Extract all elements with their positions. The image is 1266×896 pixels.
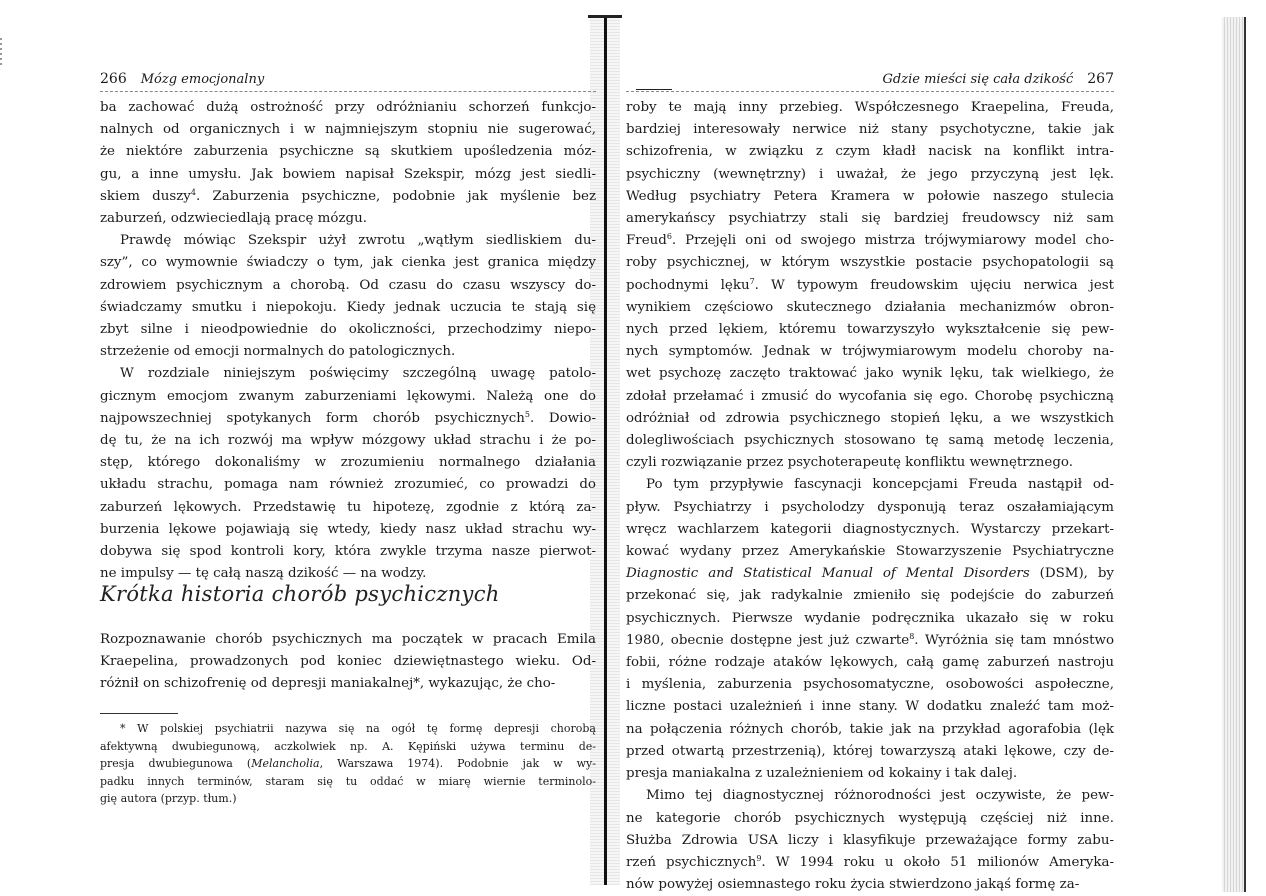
text-line: nych przed lękiem, któremu towarzyszyło wykształcenie się pew- [626, 322, 1114, 338]
text-line: pochodnymi lęku$^7$. W typowym freudowskim ujęciu nerwica jest [626, 276, 1114, 293]
text-line: odróżniał od zdrowia psychicznego stopień lęku, a we wszystkich [626, 410, 1114, 426]
book-title-italic: Melancholia [251, 757, 320, 771]
section-body-text [100, 629, 596, 696]
text-line: wynikiem częściowo skutecznego działania mechanizmów obron- [626, 299, 1114, 315]
right-page [626, 0, 1114, 893]
text-line: zdołał przełamać i zmusić do wycofania się ego. Chorobę psychiczną [626, 388, 1114, 404]
text-line: wet psychozę zaczęto traktować jako wynik lęku, tak wielkiego, że [626, 366, 1114, 382]
text-line: strzeżenie od emocji normalnych do patologicznych. [100, 344, 456, 360]
book-title-italic: Diagnostic and Statistical Manual of Mental Disorders [626, 566, 1030, 582]
text-line: roby psychicznej, w którym wszystkie postacie psychopatologii są [626, 255, 1114, 271]
text-line: W rozdziale niniejszym poświęcimy szczególną uwagę patolo- [120, 366, 596, 382]
footnote-reference: 4 [190, 187, 196, 197]
text-line: schizofrenia, w związku z czym kładł nacisk na konflikt intra- [626, 144, 1114, 160]
body-text [100, 97, 596, 585]
text-line: zbyt silne i nieodpowiednie do okoliczności, przechodzimy niepo- [100, 322, 596, 338]
text-line: 1980, obecnie dostępne jest już czwarte$^8$. Wyróżnia się tam mnóstwo [626, 631, 1115, 648]
text-line: pływ. Psychiatrzy i psycholodzy dysponują teraz oszałamiającym [626, 499, 1114, 515]
footnote-reference: 6 [666, 232, 672, 242]
text-line: skiem duszy$^4$. Zaburzenia psychiczne, podobnie jak myślenie bez [100, 187, 597, 204]
page-number: 267 [1087, 71, 1114, 87]
scan-edge-left [0, 35, 2, 65]
text-line: szy”, co wymownie świadczy o tym, jak cienka jest granica między [100, 255, 596, 271]
text-line: różnił on schizofrenię od depresji maniakalnej*, wykazując, że cho- [100, 676, 556, 692]
footnote-reference: 5 [524, 409, 530, 419]
footnote-reference: 9 [756, 853, 762, 863]
text-line: dolegliwościach psychicznych stosowano tę samą metodę leczenia, [626, 433, 1114, 449]
text-line: roby te mają inny przebieg. Współczesnego Kraepelina, Freuda, [626, 100, 1114, 115]
text-line: amerykańscy psychiatrzy stali się bardziej freudowscy niż sam [626, 211, 1114, 227]
scan-edge-right [1222, 17, 1244, 892]
header-rule-accent [636, 89, 672, 90]
text-line: że niektóre zaburzenia psychiczne są skutkiem upośledzenia móz- [100, 144, 596, 160]
header-rule [100, 91, 596, 92]
text-line: gu, a inne umysłu. Jak bowiem napisał Szekspir, mózg jest siedli- [100, 166, 596, 182]
text-line: wręcz wachlarzem kategorii diagnostycznych. Wystarczy przekart- [626, 521, 1114, 537]
text-line: kować wydany przez Amerykańskie Stowarzyszenie Psychiatryczne [626, 544, 1114, 560]
footnote-reference: 7 [749, 276, 755, 286]
left-page [100, 0, 596, 893]
text-line: czyli rozwiązanie przez psychoterapeutę konfliktu wewnętrznego. [626, 455, 1073, 471]
running-header-left [100, 70, 596, 88]
text-line: na połączenia różnych chorób, takie jak na przykład agorafobia (lęk [626, 721, 1114, 737]
text-line: nalnych od organicznych i w najmniejszym stopniu nie sugerować, [100, 122, 596, 138]
text-line: i myślenia, zaburzenia psychosomatyczne, osobowości aspołeczne, [626, 677, 1114, 693]
text-line: gicznym emocjom zwanym zaburzeniami lękowymi. Należą one do [100, 388, 596, 404]
section-heading: Krótka historia chorób psychicznych [100, 582, 500, 606]
footnote-line: presja dwubiegunowa (Melancholia, Warszawa 1974). Podobnie jak w wy- [100, 757, 596, 771]
text-line: Mimo tej diagnostycznej różnorodności jest oczywiste, że pew- [646, 788, 1114, 804]
text-line: rzeń psychicznych$^9$. W 1994 roku u około 51 milionów Ameryka- [626, 853, 1114, 870]
text-line: Diagnostic and Statistical Manual of Mental Disorders (DSM), by [626, 566, 1114, 582]
text-line: Rozpoznawanie chorób psychicznych ma początek w pracach Emila [100, 632, 596, 647]
text-line: zdrowiem psychicznym a chorobą. Od czasu do czasu wszyscy do- [100, 277, 596, 293]
text-line: bardziej interesowały nerwice niż stany psychotyczne, takie jak [626, 122, 1114, 138]
text-line: dobywa się spod kontroli kory, która zwykle trzyma nasze pierwot- [100, 544, 596, 560]
text-line: nych symptomów. Jednak w trójwymiarowym modelu choroby na- [626, 344, 1114, 360]
text-line: Służba Zdrowia USA liczy i klasyfikuje przeważające formy zabu- [626, 832, 1114, 848]
footnote-line: * W polskiej psychiatrii nazywa się na ogół tę formę depresji chorobą [120, 722, 596, 735]
text-line: burzenia lękowe pojawiają się wtedy, kiedy nasz układ strachu wy- [100, 521, 596, 537]
scan-edge-right-line [1244, 17, 1246, 892]
running-title: Mózg emocjonalny [140, 72, 265, 87]
text-line: zaburzeń, odzwieciedlają pracę mózgu. [100, 211, 367, 227]
text-line: psychicznych. Pierwsze wydanie podręcznika ukazało się w roku [626, 610, 1114, 626]
book-spine-line [604, 15, 607, 885]
text-line: przed otwartą przestrzenią), której towarzyszą ataki lękowe, czy de- [626, 743, 1114, 759]
text-line: dę tu, że na ich rozwój ma wpływ mózgowy układ strachu i że po- [100, 433, 596, 449]
body-text [626, 97, 1114, 896]
footnote-rule [100, 713, 178, 714]
text-line: nów powyżej osiemnastego roku życia stwierdzono jakąś formę za- [626, 877, 1080, 893]
text-line: liczne postaci uzależnień i inne stany. W dodatku znaleźć tam moż- [626, 699, 1114, 715]
footnote-line: gię autora (przyp. tłum.) [100, 792, 237, 806]
text-line: ne impulsy — tę całą naszą dzikość — na wodzy. [100, 566, 427, 582]
footnote-line: padku innych terminów, staram się tu oddać w miarę wiernie terminolo- [100, 774, 596, 788]
text-line: ba zachować dużą ostrożność przy odróżnianiu schorzeń funkcjo- [100, 100, 596, 115]
text-line: zaburzeń lękowych. Przedstawię tu hipotezę, zgodnie z którą za- [100, 499, 596, 515]
text-line: Prawdę mówiąc Szekspir użył zwrotu „wątłym siedliskiem du- [120, 233, 596, 249]
text-line: świadczamy smutku i niepokoju. Kiedy jednak uczucia te stają się [100, 299, 596, 315]
running-title: Gdzie mieści się cała dzikość [882, 72, 1074, 87]
page-number: 266 [100, 71, 127, 87]
text-line: psychiczny (wewnętrzny) i uważał, że jego przyczyną jest lęk. [626, 166, 1114, 182]
footnote [100, 720, 596, 808]
text-line: Freud$^6$. Przejęli oni od swojego mistrza trójwymiarowy model cho- [626, 232, 1114, 249]
footnote-line: afektywną dwubiegunową, aczkolwiek np. A. Kępiński używa terminu de- [100, 739, 596, 753]
header-rule [626, 91, 1114, 92]
text-line: najpowszechniej spotykanych form chorób psychicznych$^5$. Dowio- [100, 409, 596, 426]
text-line: fobii, różne rodzaje ataków lękowych, całą gamę zaburzeń nastroju [626, 655, 1114, 671]
text-line: Kraepelina, prowadzonych pod koniec dziewiętnastego wieku. Od- [100, 654, 596, 670]
text-line: układu strachu, pomaga nam również zrozumieć, co prowadzi do [100, 477, 596, 493]
text-line: ne kategorie chorób psychicznych występują częściej niż inne. [626, 810, 1114, 826]
text-line: presja maniakalna z uzależnieniem od kokainy i tak dalej. [626, 766, 1018, 782]
text-line: przekonać się, jak radykalnie zmieniło się podejście do zaburzeń [626, 588, 1114, 604]
running-header-right [626, 70, 1114, 88]
text-line: Po tym przypływie fascynacji koncepcjami Freuda nastąpił od- [646, 477, 1114, 493]
text-line: Według psychiatry Petera Kramera w połowie naszego stulecia [626, 188, 1114, 204]
footnote-reference: 8 [909, 631, 915, 641]
text-line: stęp, którego dokonaliśmy w zrozumieniu normalnego działania [100, 455, 596, 471]
